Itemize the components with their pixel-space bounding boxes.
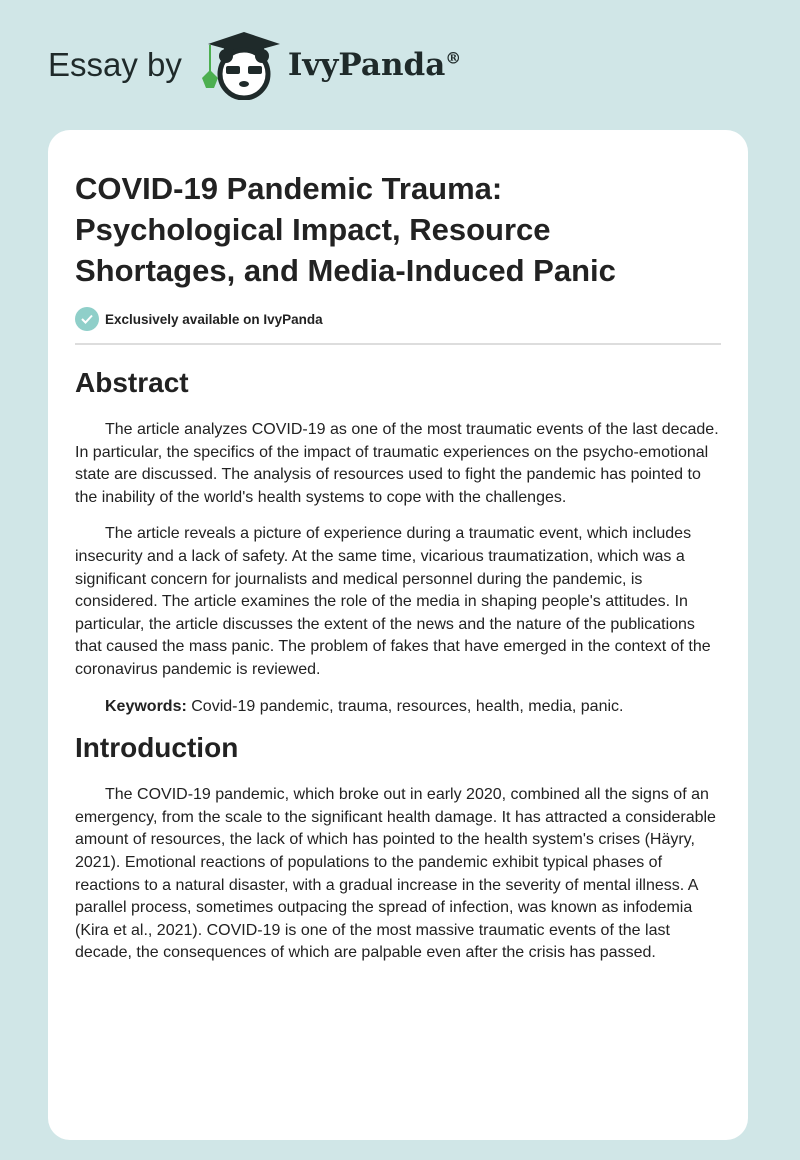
page-title: COVID-19 Pandemic Trauma: Psychological Impact, Resource Shortages, and Media-Induced Panic bbox=[75, 171, 616, 288]
introduction-paragraph: The COVID-19 pandemic, which broke out in early 2020, combined all the signs of an emergency, from the scale to the significant health damage. It has attracted a considerable amount of resources, the lack of which has pointed to the health system's crises (Häyry, 2021). Emotional reactions of populations to the pandemic exhibit typical phases of reactions to a natural disaster, with a gradual increase in the severity of mental illness. A parallel process, sometimes outpacing the spread of infection, was known as infodemia (Kira et al., 2021). COVID-19 is one of the most massive traumatic events of the last decade, the consequences of which are palpable even after the crisis has passed. bbox=[75, 786, 716, 962]
brand-text: IvyPanda bbox=[287, 47, 446, 83]
abstract-heading: Abstract bbox=[75, 367, 189, 398]
site-header bbox=[48, 30, 461, 100]
abstract-paragraph: The article analyzes COVID-19 as one of the most traumatic events of the last decade. In particular, the specifics of the impact of traumatic experiences on the psycho-emotional state are discussed. The analysis of resources used to fight the pandemic has pointed to the inability of the world's health systems to cope with the challenges. bbox=[75, 421, 719, 506]
divider bbox=[75, 343, 721, 345]
keywords-list: Covid-19 pandemic, trauma, resources, health, media, panic. bbox=[186, 697, 624, 715]
panda-logo-icon[interactable] bbox=[200, 30, 280, 100]
keywords-paragraph bbox=[75, 696, 721, 719]
exclusive-badge bbox=[75, 307, 721, 331]
abstract-paragraph: The article reveals a picture of experience during a traumatic event, which includes insecurity and a lack of safety. At the same time, vicarious traumatization, which was a significant concern for journalists and medical personnel during the pandemic, is considered. The article examines the role of the media in shaping people's attitudes. In particular, the article discusses the extent of the news and the nature of the publications that caused the mass panic. The problem of fakes that have emerged in the context of the coronavirus pandemic is reviewed. bbox=[75, 525, 711, 678]
check-icon bbox=[75, 307, 99, 331]
essay-card bbox=[48, 130, 748, 1140]
badge-text: Exclusively available on IvyPanda bbox=[105, 311, 323, 327]
essay-by-label: Essay by bbox=[48, 46, 182, 83]
brand-name[interactable] bbox=[288, 47, 461, 83]
introduction-heading: Introduction bbox=[75, 732, 239, 764]
keywords-label: Keywords: bbox=[105, 697, 187, 715]
registered-mark: ® bbox=[445, 48, 462, 68]
